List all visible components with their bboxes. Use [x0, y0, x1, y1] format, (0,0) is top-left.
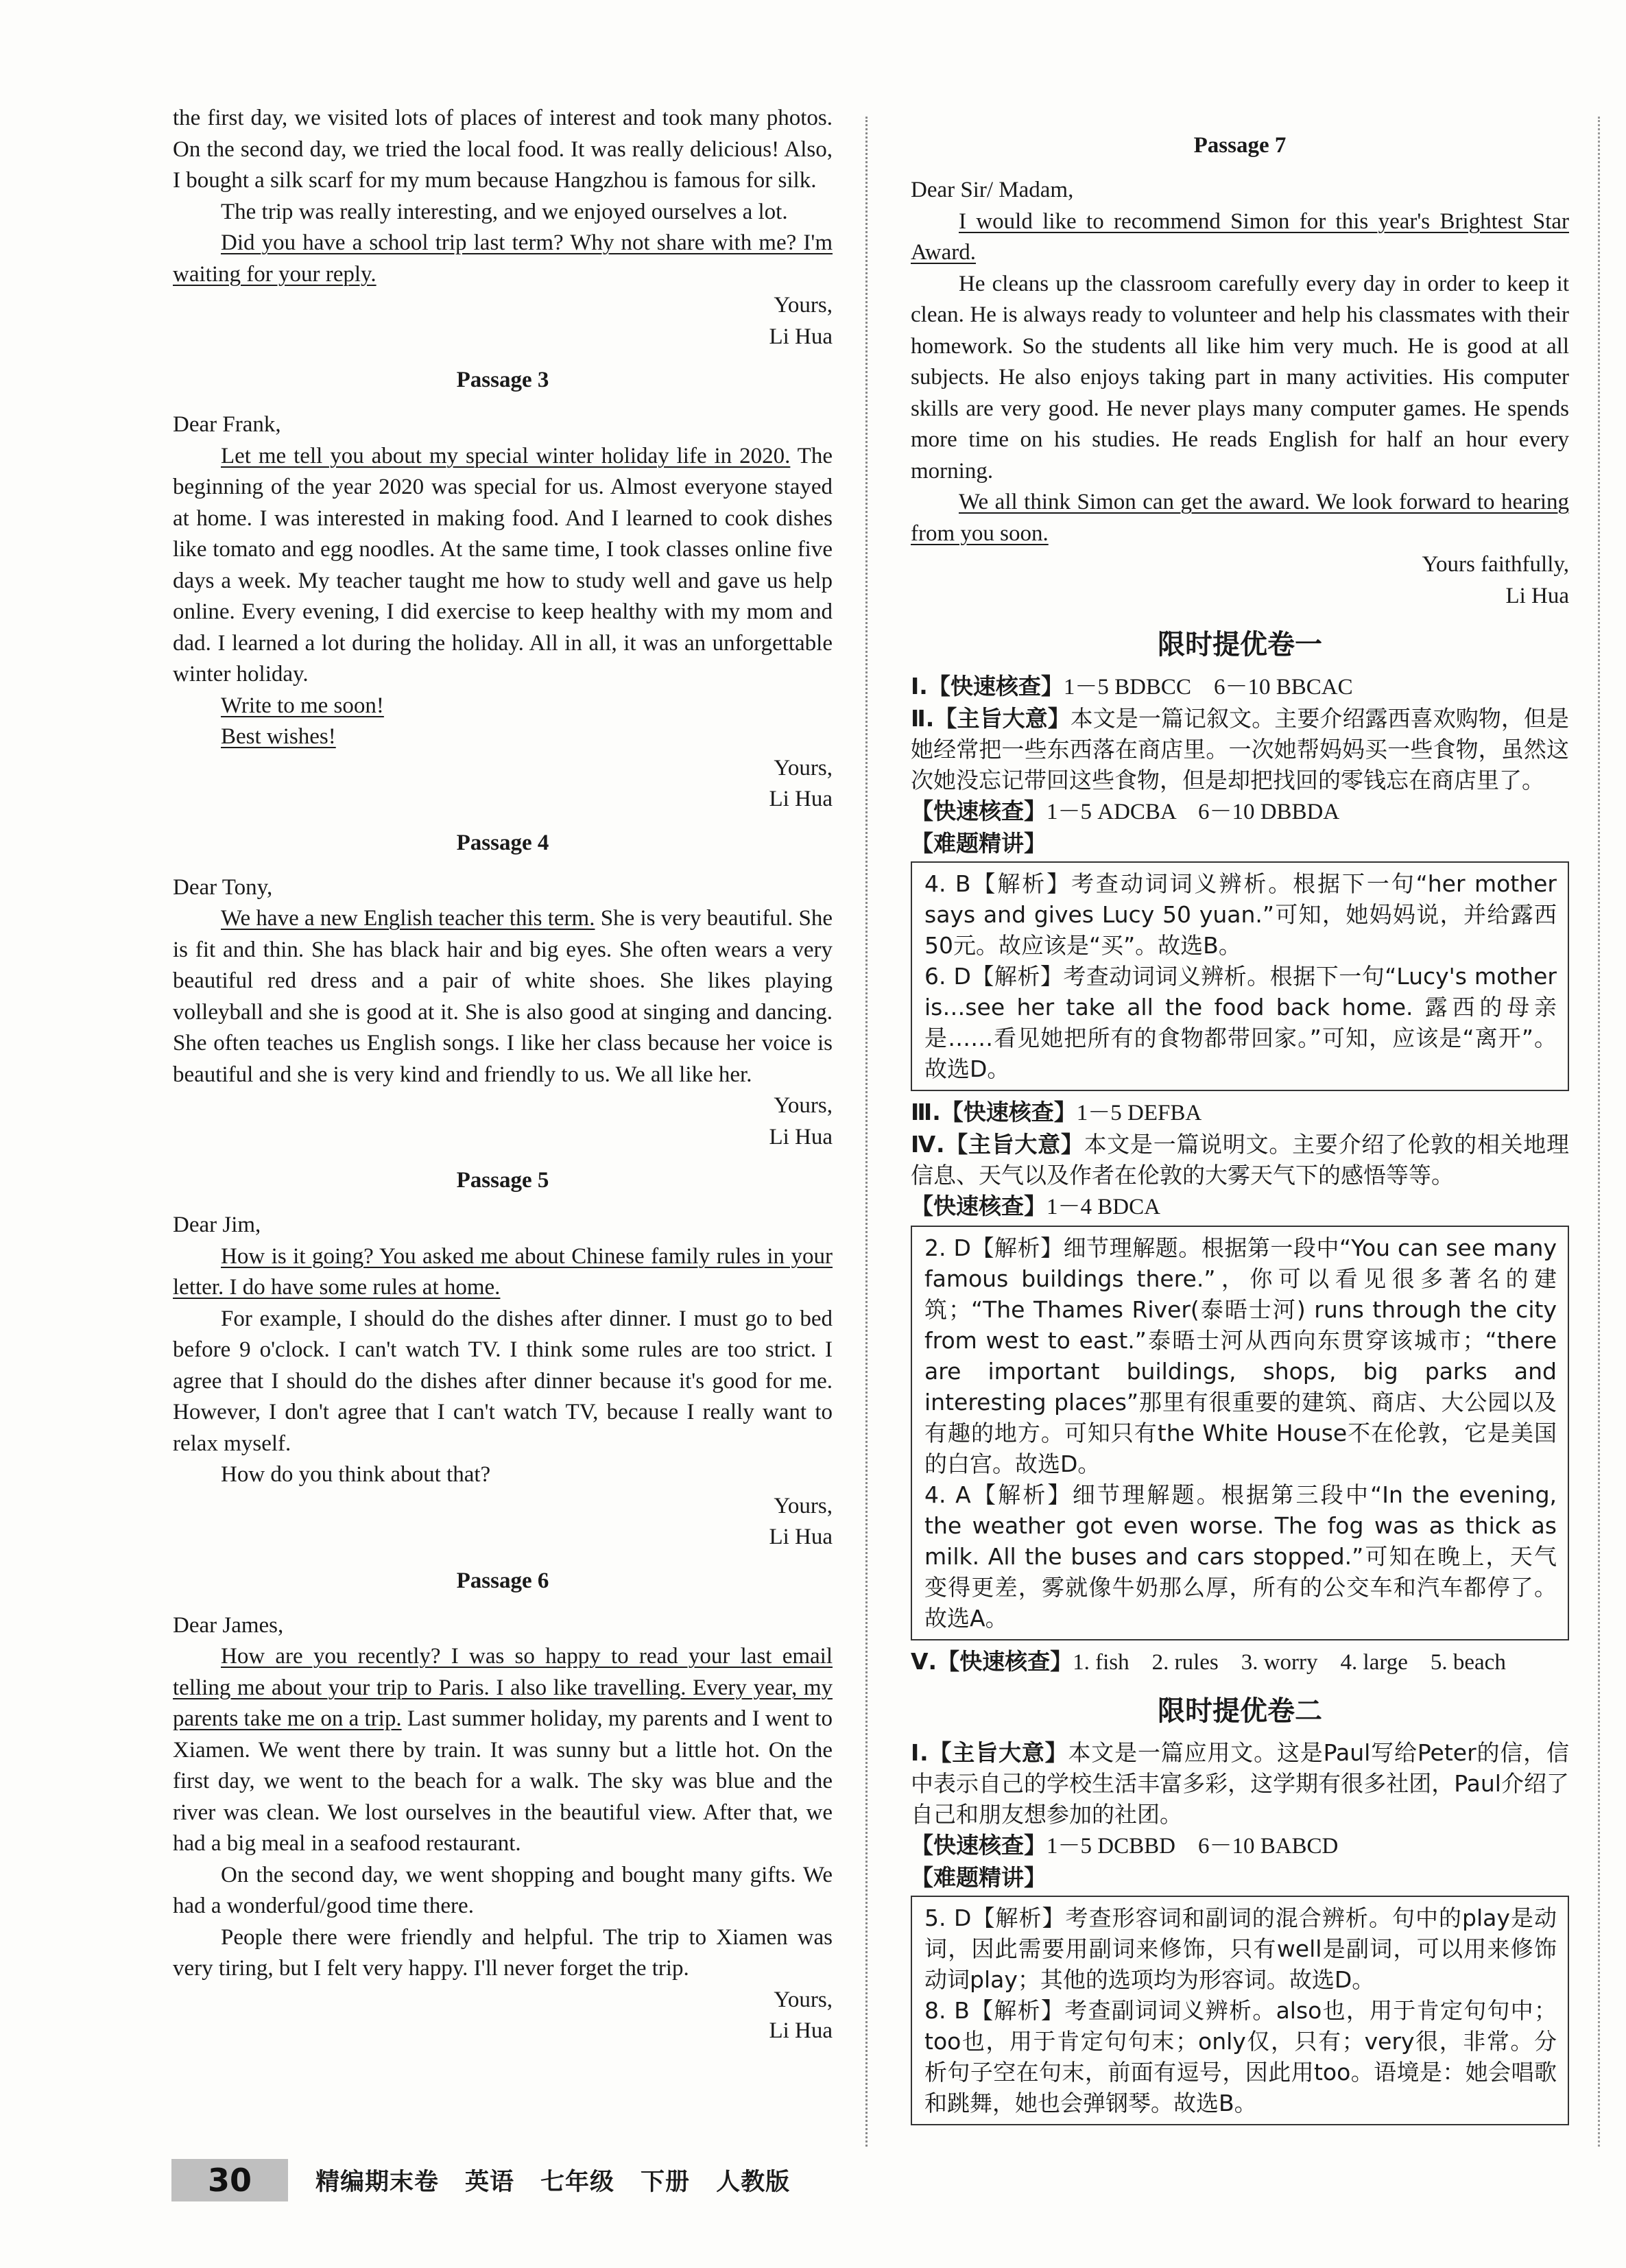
grade: 七年级	[540, 2169, 615, 2196]
signature: Li Hua	[769, 787, 833, 811]
subject: 英语	[465, 2169, 515, 2196]
answer-label: Ⅱ.【主旨大意】	[911, 705, 1071, 732]
answer-line	[911, 1646, 1569, 1678]
explanation-box	[911, 1226, 1569, 1640]
passage-6	[173, 1566, 833, 2047]
paragraph	[173, 1641, 833, 1860]
sign-off: Yours,	[774, 1093, 833, 1118]
paragraph	[173, 903, 833, 1090]
answer-label: Ⅰ.【快速核查】	[911, 673, 1064, 700]
paragraph: On the second day, we went shopping and bought many gifts. We had a wonderful/good time there.	[173, 1862, 833, 1918]
summary-line	[911, 1737, 1569, 1830]
answer-label: Ⅳ.【主旨大意】	[911, 1131, 1084, 1158]
section-title: 限时提优卷一	[1158, 629, 1322, 660]
answer-line	[911, 671, 1569, 703]
closing-question: Did you have a school trip last term? Why not share with me? I'm waiting for your reply.	[173, 230, 833, 287]
explanation: 8. B【解析】考查副词词义辨析。also也，用于肯定句句中；too也，用于肯定句句末；only仅，只有；very很，非常。分析句子空在句末，前面有逗号，因此用too。语境是：她会唱歌和跳舞，她也会弹钢琴。故选B。	[924, 1997, 1557, 2116]
signature: Li Hua	[769, 1525, 833, 1549]
sign-off: Yours,	[774, 1493, 833, 1518]
paragraph	[173, 441, 833, 691]
signature: Li Hua	[769, 1124, 833, 1149]
summary-text: 本文是一篇记叙文。主要介绍露西喜欢购物，但是她经常把一些东西落在商店里。一次她帮妈妈买一些食物，虽然这次她没忘记带回这些食物，但是却把找回的零钱忘在商店里了。	[911, 705, 1569, 793]
answer-value: 1－5 DCBBD 6－10 BABCD	[1047, 1834, 1339, 1859]
answer-value: 1－5 BDBCC 6－10 BBCAC	[1063, 675, 1353, 700]
lead-sentence: I would like to recommend Simon for this year's Brightest Star Award.	[911, 208, 1569, 265]
test-two-answers	[911, 1693, 1569, 2125]
closing	[173, 721, 833, 753]
greeting: Dear James,	[173, 1612, 284, 1638]
answer-line	[911, 1830, 1569, 1862]
page-edge-perforation	[1598, 117, 1600, 2147]
paragraph: The trip was really interesting, and we enjoyed ourselves a lot.	[221, 199, 788, 224]
sign-off: Yours,	[774, 755, 833, 780]
test-one-answers	[911, 627, 1569, 1678]
explanation: 5. D【解析】考查形容词和副词的混合辨析。句中的play是动词，因此需要用副词来修饰，只有well是副词，可以用来修饰动词play；其他的选项均为形容词。故选D。	[924, 1905, 1557, 1993]
answer-value: 1. fish 2. rules 3. worry 4. large 5. beach	[1073, 1650, 1506, 1675]
section-title: 限时提优卷二	[1158, 1695, 1322, 1727]
answer-label: Ⅲ.【快速核查】	[911, 1099, 1077, 1125]
volume: 下册	[641, 2169, 691, 2196]
closing-sentence: We all think Simon can get the award. We look forward to hearing from you soon.	[911, 490, 1569, 546]
paragraph: People there were friendly and helpful. The trip to Xiamen was very tiring, but I felt very happy. I'll never forget the trip.	[173, 1924, 833, 1981]
summary-line	[911, 1129, 1569, 1191]
paragraph: the first day, we visited lots of places of interest and took many photos. On the second day, we tried the local food. It was really delicious! Also, I bought a silk scarf for my mum because Hangzhou is famous for silk.	[173, 106, 833, 193]
answer-label: Ⅰ.【主旨大意】	[911, 1739, 1068, 1766]
signature: Li Hua	[769, 2018, 833, 2043]
greeting: Dear Jim,	[173, 1213, 261, 1237]
signature: Li Hua	[1505, 583, 1569, 608]
answer-value: 1－5 ADCBA 6－10 DBBDA	[1047, 800, 1340, 824]
passage-title: Passage 3	[456, 368, 549, 392]
explanation: 4. B【解析】考查动词词义辨析。根据下一句“her mother says and gives Lucy 50 yuan.”可知，她妈妈说，并给露西50元。故应该是“买”。故选B。	[924, 870, 1557, 959]
explanation-box	[911, 1896, 1569, 2125]
passage-2-continued	[173, 103, 833, 353]
passage-title: Passage 4	[456, 830, 549, 855]
paragraph: For example, I should do the dishes after dinner. I must go to bed before 9 o'clock. I can't watch TV. I think some rules are too strict. I agree that I should do the dishes after dinner because it's good for me. However, I don't agree that I can't watch TV, because I really want to relax myself.	[173, 1306, 833, 1456]
body-text: The beginning of the year 2020 was special for us. Almost everyone stayed at home. I was interested in making food. And I learned to cook dishes like tomato and egg noodles. At the same time, I took classes online five days a week. My teacher taught me how to study well and gave us help online. Every evening, I did exercise to keep healthy with my mom and dad. I learned a lot during the holiday. All in all, it was an unforgettable winter holiday.	[173, 443, 833, 687]
sign-off: Yours,	[774, 293, 833, 318]
explanation: 2. D【解析】细节理解题。根据第一段中“You can see many famous buildings there.”，你可以看见很多著名的建筑；“The Thames River(泰晤士河) runs through the city from west to east.”泰晤士河从西向东贯穿该城市；“there are important buildings, shops, big parks and interesting places”那里有很重要的建筑、商店、大公园以及有趣的地方。可知只有the White House不在伦敦，它是美国的白宫。故选D。	[924, 1234, 1557, 1477]
explanation: 6. D【解析】考查动词词义辨析。根据下一句“Lucy's mother is…see her take all the food back home. 露西的母亲是……看见她把所有的食物都带回家。”可知，应该是“离开”。故选D。	[924, 963, 1557, 1082]
sign-off: Yours faithfully,	[1422, 552, 1569, 577]
book-info	[315, 2163, 816, 2197]
greeting: Dear Sir/ Madam,	[911, 178, 1074, 202]
answer-value: 1－5 DEFBA	[1076, 1101, 1202, 1125]
page-number: 30	[171, 2159, 288, 2201]
closing-line: Write to me soon!	[221, 693, 384, 718]
passage-title: Passage 5	[456, 1168, 549, 1193]
lead-sentence: How are you recently? I was so happy to read your last email telling me about your trip to Paris. I also like travelling. Every year, my parents take me on a trip.	[173, 1644, 833, 1731]
answer-label: 【快速核查】	[911, 1193, 1047, 1219]
summary-text: 本文是一篇应用文。这是Paul写给Peter的信，信中表示自己的学校生活丰富多彩，这学期有很多社团，Paul介绍了自己和朋友想参加的社团。	[911, 1739, 1569, 1828]
hard-question-label: 【难题精讲】	[911, 830, 1047, 857]
summary-text: 本文是一篇说明文。主要介绍了伦敦的相关地理信息、天气以及作者在伦敦的大雾天气下的感悟等等。	[911, 1131, 1570, 1189]
answer-line	[911, 1191, 1569, 1223]
passage-title: Passage 7	[1193, 133, 1287, 158]
paragraph: He cleans up the classroom carefully every day in order to keep it clean. He is always ready to volunteer and help his classmates with their homework. So the students all like him very much. He is good at all subjects. He also enjoys taking part in many activities. His computer skills are very good. He never plays many computer games. He spends more time on his studies. He reads English for half an hour every morning.	[911, 271, 1569, 484]
signature: Li Hua	[769, 324, 833, 349]
summary-line	[911, 703, 1569, 796]
column-divider	[865, 117, 868, 2147]
paragraph: How do you think about that?	[221, 1462, 491, 1487]
sign-off: Yours,	[774, 1987, 833, 2012]
passage-3	[173, 365, 833, 815]
passage-5	[173, 1165, 833, 1553]
greeting: Dear Frank,	[173, 412, 281, 437]
closing	[173, 691, 833, 722]
passage-7	[911, 130, 1569, 612]
series-name: 精编期末卷	[315, 2169, 440, 2196]
explanation-box	[911, 861, 1569, 1091]
closing-line: Best wishes!	[221, 724, 336, 749]
lead-sentence: We have a new English teacher this term.	[221, 906, 595, 931]
hard-question-label: 【难题精讲】	[911, 1864, 1047, 1891]
greeting: Dear Tony,	[173, 874, 273, 900]
answer-label: Ⅴ.【快速核查】	[911, 1648, 1073, 1675]
page-footer	[171, 2159, 871, 2203]
answer-label: 【快速核查】	[911, 798, 1047, 824]
answer-label: 【快速核查】	[911, 1832, 1047, 1859]
body-text: She is very beautiful. She is fit and thin. She has black hair and big eyes. She often wears a very beautiful red dress and a pair of white shoes. She likes playing volleyball and she is good at it. She is also good at singing and dancing. She often teaches us English songs. I like her class because her voice is beautiful and she is very kind and friendly to us. We all like her.	[173, 906, 833, 1087]
left-column	[173, 103, 833, 2047]
edition: 人教版	[716, 2169, 791, 2196]
passage-4	[173, 828, 833, 1154]
lead-sentence: Let me tell you about my special winter holiday life in 2020.	[221, 443, 791, 468]
explanation: 4. A【解析】细节理解题。根据第三段中“In the evening, the weather got even worse. The fog was as thick as milk. All the buses and cars stopped.”可知在晚上，天气变得更差，雾就像牛奶那么厚，所有的公交车和汽车都停了。故选A。	[924, 1481, 1557, 1632]
right-column	[911, 103, 1569, 2131]
answer-line	[911, 1097, 1569, 1129]
passage-title: Passage 6	[456, 1568, 549, 1593]
lead-sentence: How is it going? You asked me about Chinese family rules in your letter. I do have some rules at home.	[173, 1243, 833, 1300]
answer-line	[911, 796, 1569, 828]
answer-value: 1－4 BDCA	[1047, 1195, 1160, 1219]
body-text: Last summer holiday, my parents and I went to Xiamen. We went there by train. It was sunny but a little hot. On the first day, we went to the beach for a walk. The sky was blue and the river was clean. We lost ourselves in the beautiful view. After that, we had a big meal in a seafood restaurant.	[173, 1706, 833, 1856]
